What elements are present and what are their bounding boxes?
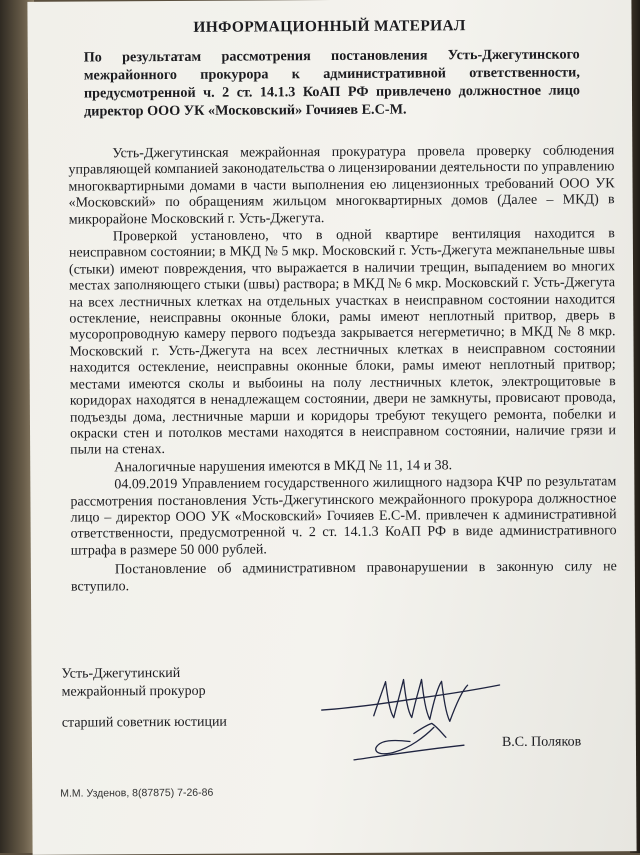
document-title: ИНФОРМАЦИОННЫЙ МАТЕРИАЛ (193, 17, 466, 36)
signature-stroke-4 (354, 745, 464, 760)
signature-stroke-2 (374, 679, 468, 722)
footer-contact: М.М. Узденов, 8(87875) 7-26-86 (60, 786, 214, 800)
signature-stroke-1 (322, 685, 500, 710)
signatory-position-line1: Усть-Джегутинский (61, 665, 181, 682)
signatory-position (61, 665, 205, 702)
handwritten-signature (313, 667, 504, 778)
document-body (68, 143, 617, 596)
signatory-rank: старший советник юстиции (61, 714, 227, 731)
signatory-name: В.С. Поляков (501, 734, 582, 750)
document-page (27, 0, 636, 855)
paragraph-findings: Проверкой установлено, что в одной квартире вентиляция находится в неисправном состоянии; в МКД № 5 мкр. Московский г. Усть-Джегута межпанельные швы (стыки) имеют повреждения, что выражается в наличии трещин, выпадением во многих местах заполняющего стыки (швы) раствора; в МКД № 6 мкр. Московский г. Усть-Джегута на всех лестничных клетках на отдельных участках в неисправном состоянии находится остекление, неисправны оконные блоки, рамы имеют неплотный притвор, дверь в мусоропроводную камеру первого подъезда закрывается негерметично; в МКД № 8 мкр. Московский г. Усть-Джегута на всех лестничных клетках в неисправном состоянии находится остекление, неисправны оконные блоки, рамы имеют неплотный притвор; местами имеются сколы и выбоины на полу лестничных клеток, электрощитовые в коридорах находятся в ненадлежащем состоянии, двери не замкнуты, провисают провода, подъезды дома, лестничные марши и коридоры требуют текущего ремонта, побелки и окраски стен и потолков местами находятся в неисправном состоянии, наличие грязи и пыли на стенах. (68, 226, 617, 458)
signatory-position-line2: межрайонный прокурор (61, 683, 206, 700)
paragraph-penalty: 04.09.2019 Управлением государственного жилищного надзора КЧР по результатам рассмотрения постановления Усть-Джегутинского межрайонного прокурора должностное лицо – директор ООО УК «Московский» Гочияев Е.С-М. привлечен к административной ответственности, предусмотренной ч. 2 ст. 14.1.3 КоАП РФ в виде административного штрафа в размере 50 000 рублей. (70, 474, 617, 559)
lead-paragraph: По результатам рассмотрения постановления Усть-Джегутинского межрайонного прокурора к административной ответственности, предусмотренной ч. 2 ст. 14.1.3 КоАП РФ привлечено должностное лицо директор ООО УК «Московский» Гочияев Е.С-М. (83, 46, 581, 120)
paragraph-similar-violations: Аналогичные нарушения имеются в МКД № 11, 14 и 38. (114, 457, 453, 476)
paragraph-inspection: Усть-Джегутинская межрайонная прокуратура провела проверку соблюдения управляющей компанией законодательства о лицензировании деятельности по управлению многоквартирными домами в части выполнения ею лицензионных требований ООО УК «Московский» по обращениям жильцом многоквартирных домов (Далее – МКД) в микрорайоне Московский г. Усть-Джегута. (68, 143, 615, 228)
paragraph-status: Постановление об административном правонарушении в законную силу не вступило. (70, 559, 617, 595)
